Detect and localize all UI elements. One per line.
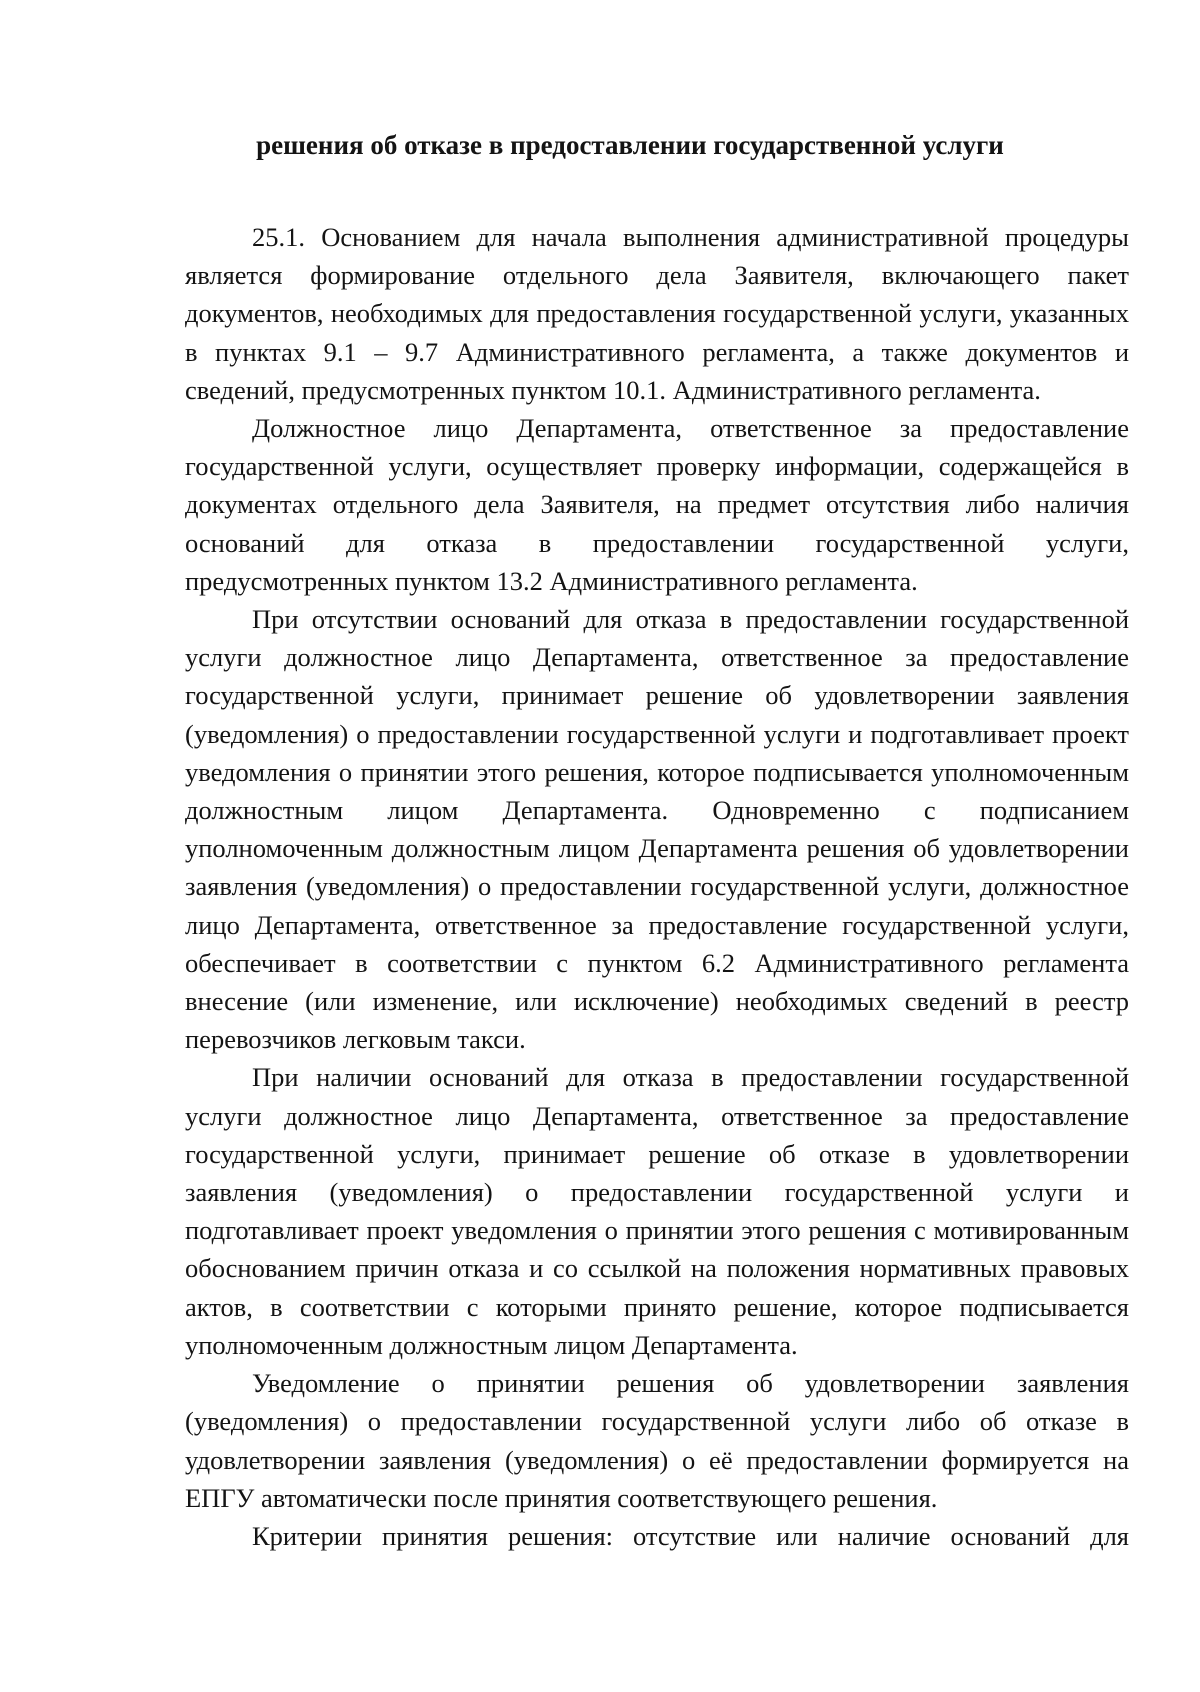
paragraph-criteria: Критерии принятия решения: отсутствие или наличие оснований для bbox=[252, 1520, 1129, 1551]
document-body bbox=[185, 218, 1129, 1555]
paragraph-notification: Уведомление о принятии решения об удовлетворении заявления (уведомления) о предоставлении государственной услуги либо об отказе в удовлетворении заявления (уведомления) о её предоставлении формируется на ЕПГУ автоматически после принятия соответствующего решения. bbox=[185, 1368, 1129, 1513]
section-heading: решения об отказе в предоставлении государственной услуги bbox=[256, 130, 1004, 160]
paragraph-approval: При отсутствии оснований для отказа в предоставлении государственной услуги должностное лицо Департамента, ответственное за предоставление государственной услуги, принимает решение об удовлетворении заявления (уведомления) о предоставлении государственной услуги и подготавливает проект уведомления о принятии этого решения, которое подписывается уполномоченным должностным лицом Департамента. Одновременно с подписанием уполномоченным должностным лицом Департамента решения об удовлетворении заявления (уведомления) о предоставлении государственной услуги, должностное лицо Департамента, ответственное за предоставление государственной услуги, обеспечивает в соответствии с пунктом 6.2 Административного регламента внесение (или изменение, или исключение) необходимых сведений в реестр перевозчиков легковым такси. bbox=[185, 604, 1129, 1055]
paragraph-25-1: 25.1. Основанием для начала выполнения административной процедуры является формирование отдельного дела Заявителя, включающего пакет документов, необходимых для предоставления государственной услуги, указанных в пунктах 9.1 – 9.7 Административного регламента, а также документов и сведений, предусмотренных пунктом 10.1. Административного регламента. bbox=[185, 222, 1129, 405]
paragraph-refusal: При наличии оснований для отказа в предоставлении государственной услуги должностное лицо Департамента, ответственное за предоставление государственной услуги, принимает решение об отказе в удовлетворении заявления (уведомления) о предоставлении государственной услуги и подготавливает проект уведомления о принятии этого решения с мотивированным обоснованием причин отказа и со ссылкой на положения нормативных правовых актов, в соответствии с которыми принято решение, которое подписывается уполномоченным должностным лицом Департамента. bbox=[185, 1062, 1129, 1360]
paragraph-verification: Должностное лицо Департамента, ответственное за предоставление государственной услуги, осуществляет проверку информации, содержащейся в документах отдельного дела Заявителя, на предмет отсутствия либо наличия оснований для отказа в предоставлении государственной услуги, предусмотренных пунктом 13.2 Административного регламента. bbox=[185, 413, 1129, 596]
